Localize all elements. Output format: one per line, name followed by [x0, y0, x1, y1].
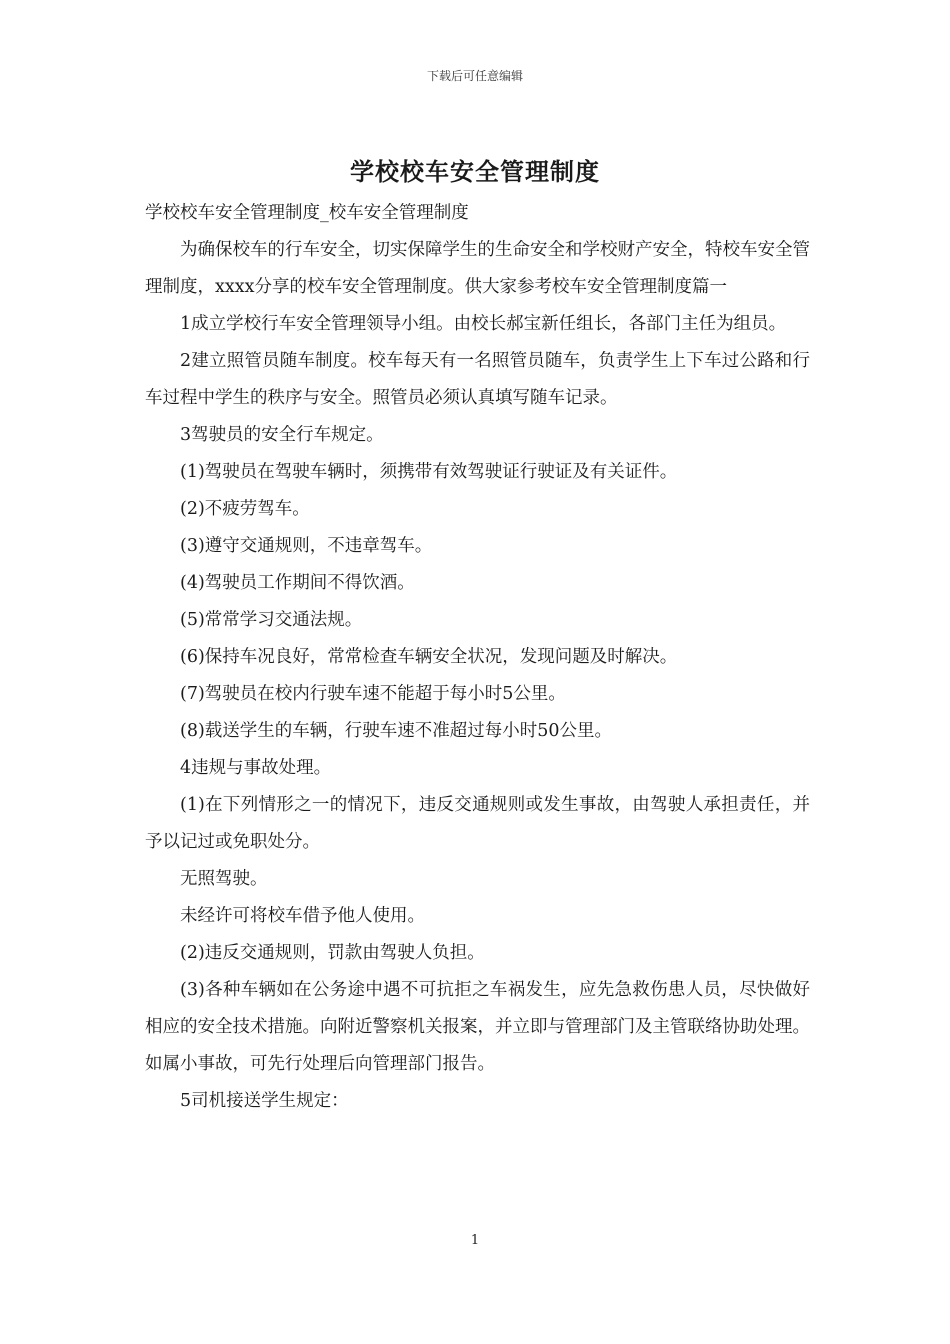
header-note: 下载后可任意编辑 — [426, 69, 523, 83]
paragraph: (5)常常学习交通法规。 — [180, 610, 363, 630]
paragraph: 4违规与事故处理。 — [180, 758, 332, 778]
paragraph: 2建立照管员随车制度。校车每天有一名照管员随车，负责学生上下车过公路和行车过程中学生的秩序与安全。照管员必须认真填写随车记录。 — [145, 351, 810, 408]
document-body — [145, 195, 810, 1120]
paragraph: (7)驾驶员在校内行驶车速不能超于每小时5公里。 — [180, 684, 566, 704]
paragraph: (3)各种车辆如在公务途中遇不可抗拒之车祸发生，应先急救伤患人员，尽快做好相应的安全技术措施。向附近警察机关报案，并立即与管理部门及主管联络协助处理。如属小事故，可先行处理后向管理部门报告。 — [145, 980, 810, 1074]
paragraph: 1成立学校行车安全管理领导小组。由校长郝宝新任组长，各部门主任为组员。 — [180, 314, 787, 334]
paragraph: (1)驾驶员在驾驶车辆时，须携带有效驾驶证行驶证及有关证件。 — [180, 462, 678, 482]
paragraph: 未经许可将校车借予他人使用。 — [180, 906, 425, 926]
paragraph: (1)在下列情形之一的情况下，违反交通规则或发生事故，由驾驶人承担责任，并予以记过或免职处分。 — [145, 795, 810, 852]
document-subtitle: 学校校车安全管理制度_校车安全管理制度 — [145, 203, 469, 223]
paragraph: (6)保持车况良好，常常检查车辆安全状况，发现问题及时解决。 — [180, 647, 678, 667]
paragraph: 无照驾驶。 — [180, 869, 268, 889]
page-number: 1 — [470, 1233, 480, 1248]
paragraph: (2)违反交通规则，罚款由驾驶人负担。 — [180, 943, 485, 963]
paragraph: (3)遵守交通规则，不违章驾车。 — [180, 536, 433, 556]
paragraph: 为确保校车的行车安全，切实保障学生的生命安全和学校财产安全，特校车安全管理制度，xxxx分享的校车安全管理制度。供大家参考校车安全管理制度篇一 — [145, 240, 810, 297]
paragraph: (4)驾驶员工作期间不得饮酒。 — [180, 573, 415, 593]
paragraph: (8)载送学生的车辆，行驶车速不准超过每小时50公里。 — [180, 721, 613, 741]
document-title: 学校校车安全管理制度 — [350, 157, 600, 186]
paragraph: (2)不疲劳驾车。 — [180, 499, 310, 519]
paragraph: 3驾驶员的安全行车规定。 — [180, 425, 384, 445]
paragraph: 5司机接送学生规定： — [180, 1091, 349, 1111]
